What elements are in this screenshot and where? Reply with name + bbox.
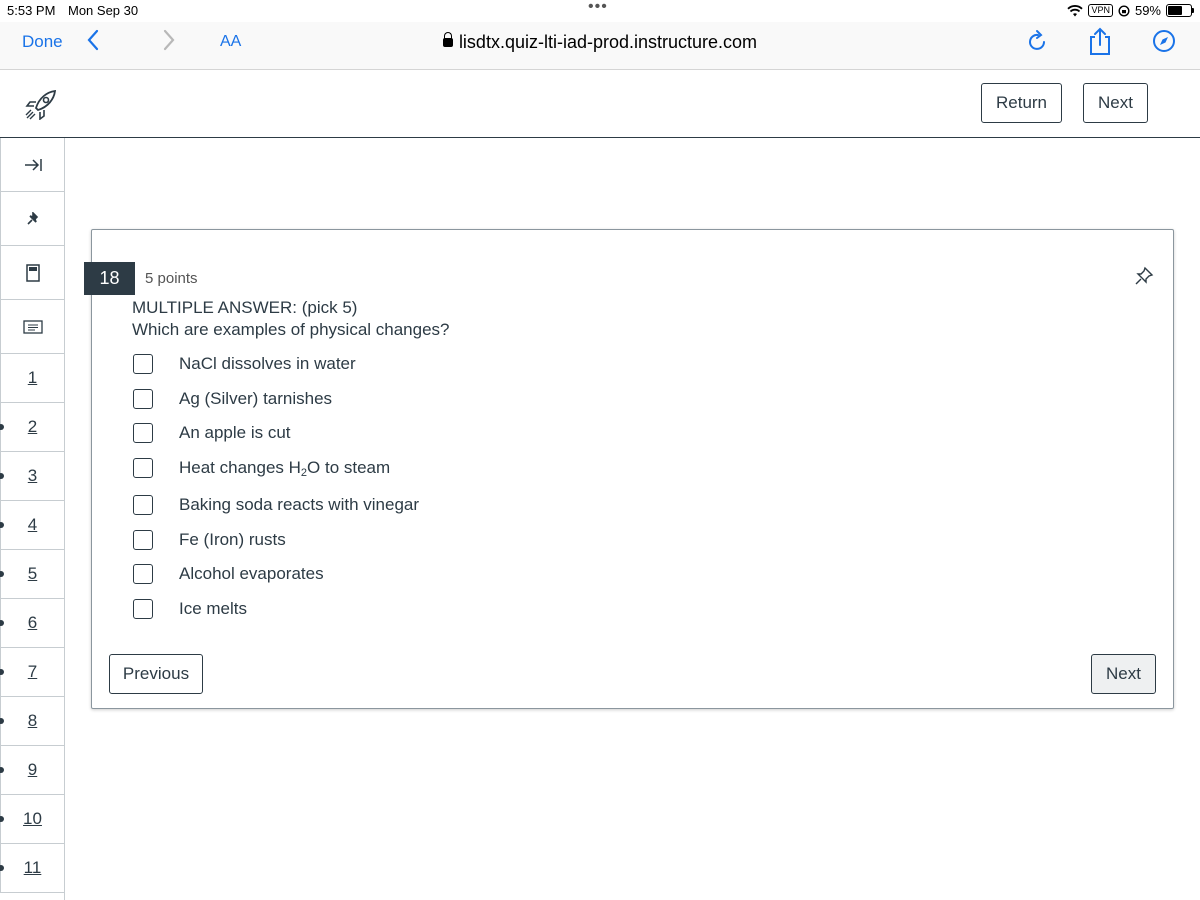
question-link[interactable]: 9 xyxy=(27,760,38,779)
question-link[interactable]: 11 xyxy=(23,858,42,877)
question-nav-item[interactable] xyxy=(0,599,64,648)
orientation-lock-icon xyxy=(1118,5,1130,17)
answered-dot-icon xyxy=(0,767,4,773)
share-button[interactable] xyxy=(1088,26,1112,61)
answer-option[interactable] xyxy=(133,592,533,626)
notes-button[interactable] xyxy=(0,300,64,354)
status-time: 5:53 PM xyxy=(7,3,56,18)
question-nav-item[interactable] xyxy=(0,452,64,501)
answer-option[interactable] xyxy=(133,557,533,591)
answer-option[interactable] xyxy=(133,382,533,416)
collapse-nav-button[interactable] xyxy=(0,138,64,192)
text-size-label: AA xyxy=(220,33,242,50)
answered-dot-icon xyxy=(0,522,4,528)
reload-icon xyxy=(1027,29,1049,53)
answer-checkbox[interactable] xyxy=(133,599,153,619)
answer-label-sub: 2 xyxy=(300,466,308,479)
question-links xyxy=(0,354,64,893)
question-nav-item[interactable] xyxy=(0,746,64,795)
status-date: Mon Sep 30 xyxy=(68,3,139,18)
answer-label: Baking soda reacts with vinegar xyxy=(179,495,420,514)
question-nav-item[interactable] xyxy=(0,795,64,844)
answer-label: Fe (Iron) rusts xyxy=(179,530,286,549)
answer-option[interactable] xyxy=(133,451,533,485)
answer-checkbox[interactable] xyxy=(133,389,153,409)
pin-icon xyxy=(26,212,40,226)
answered-dot-icon xyxy=(0,620,4,626)
previous-button[interactable]: Previous xyxy=(109,654,203,694)
question-link[interactable]: 6 xyxy=(27,613,38,632)
browser-toolbar xyxy=(0,22,1200,70)
compass-icon xyxy=(1152,29,1176,53)
address-bar[interactable] xyxy=(0,32,1200,53)
answer-label: NaCl dissolves in water xyxy=(179,354,356,373)
answered-dot-icon xyxy=(0,865,4,871)
question-link[interactable]: 5 xyxy=(27,564,38,583)
share-icon xyxy=(1088,26,1112,56)
answered-dot-icon xyxy=(0,718,4,724)
question-nav-item[interactable] xyxy=(0,501,64,550)
question-link[interactable]: 3 xyxy=(27,466,38,485)
question-points: 5 points xyxy=(145,270,198,287)
question-nav-item[interactable] xyxy=(0,844,64,893)
answer-label: Ice melts xyxy=(179,599,248,618)
answer-label-post: O to steam xyxy=(307,457,391,477)
answered-dot-icon xyxy=(0,473,4,479)
lock-icon xyxy=(443,38,453,47)
answered-dot-icon xyxy=(0,669,4,675)
url-text: lisdtx.quiz-lti-iad-prod.instructure.com xyxy=(458,32,758,52)
answer-checkbox[interactable] xyxy=(133,564,153,584)
pin-question-icon[interactable] xyxy=(1134,266,1154,286)
battery-icon xyxy=(1166,4,1192,17)
answer-option[interactable] xyxy=(133,347,533,381)
answer-checkbox[interactable] xyxy=(133,495,153,515)
answer-checkbox[interactable] xyxy=(133,423,153,443)
question-link[interactable]: 7 xyxy=(27,662,38,681)
done-button[interactable]: Done xyxy=(22,32,63,51)
next-button[interactable]: Next xyxy=(1091,654,1156,694)
question-link[interactable]: 2 xyxy=(27,417,38,436)
question-link[interactable]: 8 xyxy=(27,711,38,730)
question-nav-item[interactable] xyxy=(0,550,64,599)
question-link[interactable]: 1 xyxy=(27,368,38,387)
question-link[interactable]: 10 xyxy=(23,809,42,828)
notes-icon xyxy=(23,320,43,334)
answer-label: Ag (Silver) tarnishes xyxy=(179,389,333,408)
question-nav-item[interactable] xyxy=(0,403,64,452)
question-nav-item[interactable] xyxy=(0,354,64,403)
question-number: 18 xyxy=(84,262,135,295)
return-button[interactable]: Return xyxy=(981,83,1062,123)
answered-dot-icon xyxy=(0,571,4,577)
vpn-badge: VPN xyxy=(1088,4,1113,17)
answered-dot-icon xyxy=(0,424,4,430)
calculator-button[interactable] xyxy=(0,246,64,300)
answer-checkbox[interactable] xyxy=(133,458,153,478)
wifi-icon xyxy=(1067,5,1083,17)
answer-label: An apple is cut xyxy=(179,423,291,442)
multitask-dots-icon[interactable]: ••• xyxy=(588,0,608,15)
compass-button[interactable] xyxy=(1152,29,1176,58)
status-right xyxy=(1067,3,1192,18)
calculator-icon xyxy=(26,264,40,282)
question-nav xyxy=(0,138,65,900)
pinned-filter-button[interactable] xyxy=(0,192,64,246)
question-nav-item[interactable] xyxy=(0,648,64,697)
answered-dot-icon xyxy=(0,816,4,822)
header-next-button[interactable]: Next xyxy=(1083,83,1148,123)
answer-checkbox[interactable] xyxy=(133,354,153,374)
quiz-header xyxy=(0,70,1200,138)
collapse-arrow-icon xyxy=(23,158,43,172)
answer-checkbox[interactable] xyxy=(133,530,153,550)
answer-label: Alcohol evaporates xyxy=(179,564,324,583)
answer-option[interactable] xyxy=(133,488,533,522)
question-prompt: Which are examples of physical changes? xyxy=(132,320,450,339)
status-bar xyxy=(0,0,1200,22)
answer-option[interactable] xyxy=(133,523,533,557)
answer-label-pre: Heat changes H xyxy=(179,457,301,477)
question-link[interactable]: 4 xyxy=(27,515,38,534)
reload-button[interactable] xyxy=(1027,29,1049,58)
answer-option[interactable] xyxy=(133,416,533,450)
rocket-icon xyxy=(24,88,58,120)
answer-label xyxy=(179,458,390,479)
question-type: MULTIPLE ANSWER: (pick 5) xyxy=(132,298,358,317)
question-nav-item[interactable] xyxy=(0,697,64,746)
battery-percent: 59% xyxy=(1134,3,1161,18)
